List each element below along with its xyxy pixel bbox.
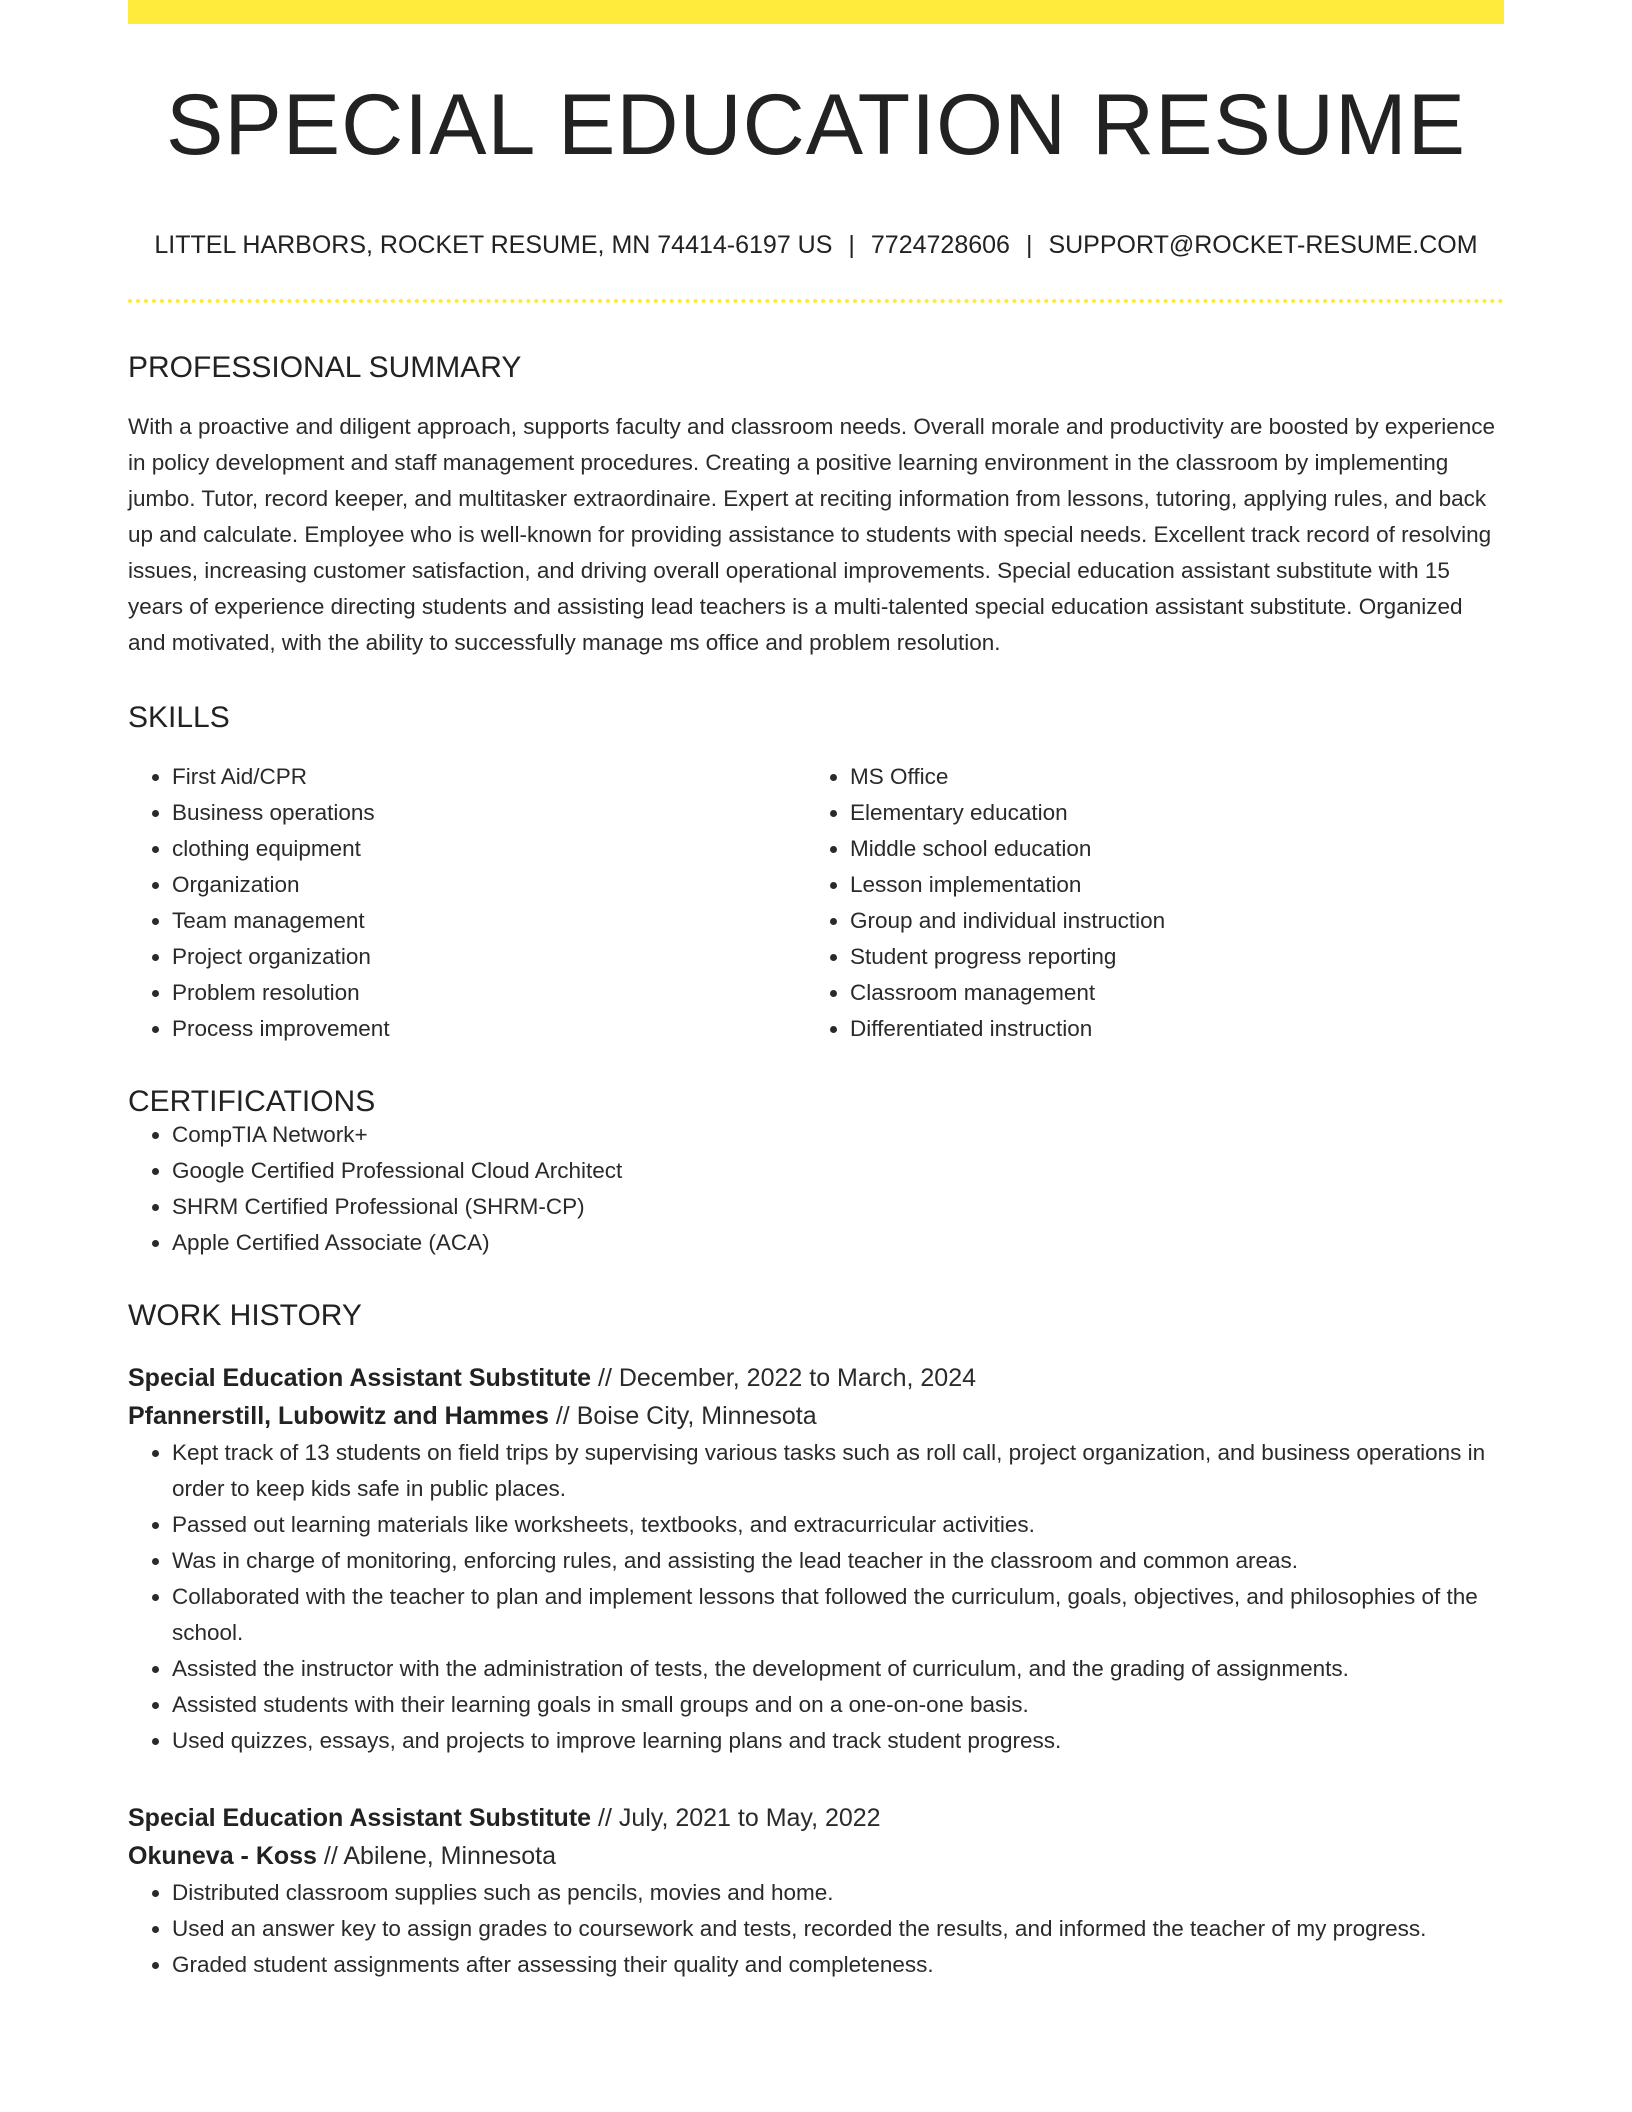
skill-item: • Elementary education: [850, 795, 1484, 831]
skill-item: • Group and individual instruction: [850, 903, 1484, 939]
skill-item: • Student progress reporting: [850, 939, 1484, 975]
contact-phone: 7724728606: [870, 231, 1010, 259]
job-bullets: [128, 1875, 1504, 1983]
contact-address: LITTEL HARBORS, ROCKET RESUME, MN 74414-6197 US: [154, 231, 833, 259]
job-role-line: [128, 1799, 1504, 1837]
summary-heading: PROFESSIONAL SUMMARY: [128, 351, 522, 384]
certification-item: • Google Certified Professional Cloud Architect: [172, 1153, 1504, 1189]
work-history-heading: WORK HISTORY: [128, 1299, 362, 1332]
job-role-line: [128, 1359, 1504, 1397]
skills-heading: SKILLS: [128, 701, 230, 734]
contact-separator: |: [1025, 231, 1033, 259]
job-company-line: [128, 1837, 1504, 1875]
skill-item: • Differentiated instruction: [850, 1011, 1484, 1047]
job-bullet: • Used an answer key to assign grades to coursework and tests, recorded the results, and informed the teacher of my progress.: [172, 1911, 1504, 1947]
skills-list-left: [128, 759, 806, 1047]
dotted-divider: [128, 299, 1504, 303]
job-company: Okuneva - Koss: [128, 1842, 317, 1870]
job-bullet: • Assisted students with their learning goals in small groups and on a one-on-one basis.: [172, 1687, 1504, 1723]
accent-bar: [128, 0, 1504, 24]
skill-item: • Process improvement: [172, 1011, 806, 1047]
job-bullet: • Assisted the instructor with the administration of tests, the development of curriculum, and the grading of assignments.: [172, 1651, 1504, 1687]
job-bullet: • Passed out learning materials like worksheets, textbooks, and extracurricular activities.: [172, 1507, 1504, 1543]
job-bullet: • Graded student assignments after assessing their quality and completeness.: [172, 1947, 1504, 1983]
skill-item: • Organization: [172, 867, 806, 903]
job-bullet: • Collaborated with the teacher to plan and implement lessons that followed the curriculum, goals, objectives, and philosophies of the school.: [172, 1579, 1504, 1651]
skill-item: • Classroom management: [850, 975, 1484, 1011]
skill-item: • Problem resolution: [172, 975, 806, 1011]
job-location: // Abilene, Minnesota: [323, 1842, 556, 1870]
skills-column-left: [128, 759, 806, 1047]
contact-line: [128, 233, 1504, 258]
contact-email: SUPPORT@ROCKET-RESUME.COM: [1048, 231, 1478, 259]
certification-item: • CompTIA Network+: [172, 1117, 1504, 1153]
job-dates: // July, 2021 to May, 2022: [598, 1804, 881, 1832]
skill-item: • Team management: [172, 903, 806, 939]
job-bullet: • Distributed classroom supplies such as pencils, movies and home.: [172, 1875, 1504, 1911]
skills-list-right: [806, 759, 1484, 1047]
skills-column-right: [806, 759, 1484, 1047]
job-bullet: • Was in charge of monitoring, enforcing rules, and assisting the lead teacher in the classroom and common areas.: [172, 1543, 1504, 1579]
job-bullets: [128, 1435, 1504, 1759]
job-role: Special Education Assistant Substitute: [128, 1364, 592, 1392]
certifications-list: [128, 1117, 1504, 1261]
job-company-line: [128, 1397, 1504, 1435]
job-dates: // December, 2022 to March, 2024: [598, 1364, 977, 1392]
job-bullet: • Used quizzes, essays, and projects to improve learning plans and track student progress.: [172, 1723, 1504, 1759]
skill-item: • Project organization: [172, 939, 806, 975]
skill-item: • First Aid/CPR: [172, 759, 806, 795]
skill-item: • MS Office: [850, 759, 1484, 795]
certification-item: • SHRM Certified Professional (SHRM-CP): [172, 1189, 1504, 1225]
job-company: Pfannerstill, Lubowitz and Hammes: [128, 1402, 549, 1430]
resume-page: [128, 0, 1504, 1983]
certification-item: • Apple Certified Associate (ACA): [172, 1225, 1504, 1261]
skills-grid: [128, 759, 1504, 1047]
summary-text: With a proactive and diligent approach, supports faculty and classroom needs. Overall morale and productivity are boosted by experience in policy development and staff management procedures. Creating a positive learning environment in the classroom by implementing jumbo. Tutor, record keeper, and multitasker extraordinaire. Expert at reciting information from lessons, tutoring, applying rules, and back up and calculate. Employee who is well-known for providing assistance to students with special needs. Excellent track record of resolving issues, increasing customer satisfaction, and driving overall operational improvements. Special education assistant substitute with 15 years of experience directing students and assisting lead teachers is a multi-talented special education assistant substitute. Organized and motivated, with the ability to successfully manage ms office and problem resolution.: [128, 414, 1495, 655]
job-bullet: • Kept track of 13 students on field trips by supervising various tasks such as roll call, project organization, and business operations in order to keep kids safe in public places.: [172, 1435, 1504, 1507]
skill-item: • Middle school education: [850, 831, 1484, 867]
job-entry: [128, 1359, 1504, 1759]
contact-separator: |: [848, 231, 855, 259]
job-role: Special Education Assistant Substitute: [128, 1804, 592, 1832]
skill-item: • Business operations: [172, 795, 806, 831]
certifications-heading: CERTIFICATIONS: [128, 1085, 376, 1118]
job-location: // Boise City, Minnesota: [555, 1402, 817, 1430]
skill-item: • clothing equipment: [172, 831, 806, 867]
resume-title: SPECIAL EDUCATION RESUME: [166, 77, 1466, 173]
job-entry: [128, 1799, 1504, 1983]
skill-item: • Lesson implementation: [850, 867, 1484, 903]
